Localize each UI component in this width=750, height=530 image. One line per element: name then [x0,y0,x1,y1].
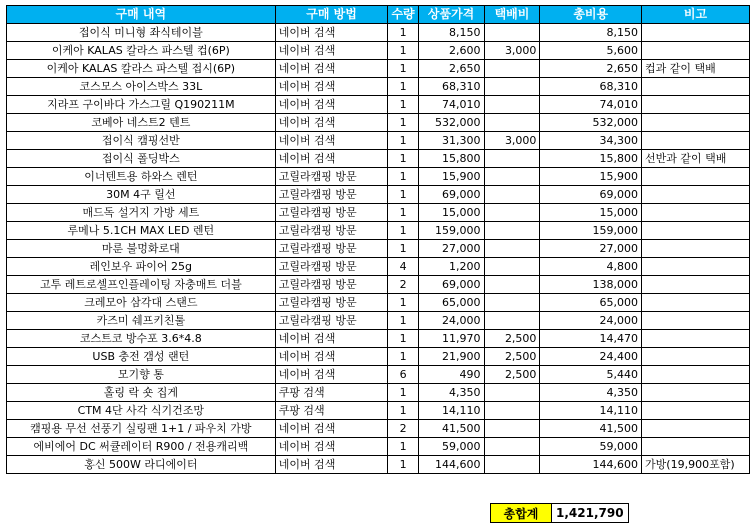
cell-method[interactable]: 네이버 검색 [275,78,388,96]
cell-price[interactable]: 2,650 [418,60,484,78]
cell-total[interactable]: 24,400 [540,348,642,366]
cell-total[interactable]: 14,110 [540,402,642,420]
cell-total[interactable]: 74,010 [540,96,642,114]
cell-item[interactable]: 홍신 500W 라디에이터 [7,456,276,474]
cell-total[interactable]: 15,800 [540,150,642,168]
cell-item[interactable]: 고투 레트로셀프인플레이팅 자충매트 더블 [7,276,276,294]
cell-method[interactable]: 고릴라캠핑 방문 [275,294,388,312]
cell-method[interactable]: 고릴라캠핑 방문 [275,168,388,186]
cell-price[interactable]: 31,300 [418,132,484,150]
table-row [7,96,750,114]
cell-qty[interactable]: 1 [388,384,418,402]
cell-shipping[interactable] [484,402,540,420]
cell-total[interactable]: 4,800 [540,258,642,276]
header-total[interactable]: 총비용 [540,6,642,24]
cell-total[interactable]: 5,600 [540,42,642,60]
cell-total[interactable]: 59,000 [540,438,642,456]
table-row [7,420,750,438]
cell-method[interactable]: 네이버 검색 [275,24,388,42]
cell-method[interactable]: 네이버 검색 [275,348,388,366]
cell-note[interactable] [642,42,750,60]
cell-method[interactable]: 네이버 검색 [275,420,388,438]
cell-price[interactable]: 11,970 [418,330,484,348]
cell-shipping[interactable]: 2,500 [484,330,540,348]
header-item[interactable]: 구매 내역 [7,6,276,24]
cell-total[interactable]: 138,000 [540,276,642,294]
cell-qty[interactable]: 1 [388,456,418,474]
cell-shipping[interactable]: 2,500 [484,366,540,384]
cell-qty[interactable]: 1 [388,78,418,96]
header-method[interactable]: 구매 방법 [275,6,388,24]
cell-qty[interactable]: 2 [388,276,418,294]
cell-total[interactable]: 14,470 [540,330,642,348]
table-row [7,348,750,366]
cell-total[interactable]: 34,300 [540,132,642,150]
cell-total[interactable]: 532,000 [540,114,642,132]
table-row [7,24,750,42]
cell-item[interactable]: 코베아 네스트2 텐트 [7,114,276,132]
cell-note[interactable] [642,186,750,204]
table-row [7,384,750,402]
cell-note[interactable] [642,384,750,402]
cell-item[interactable]: 지라프 구이바다 가스그릴 Q190211M [7,96,276,114]
cell-shipping[interactable] [484,96,540,114]
cell-total[interactable]: 4,350 [540,384,642,402]
cell-qty[interactable]: 1 [388,60,418,78]
cell-method[interactable]: 쿠팡 검색 [275,384,388,402]
cell-shipping[interactable] [484,204,540,222]
cell-shipping[interactable] [484,150,540,168]
table-row [7,402,750,420]
grand-total-label[interactable]: 총합계 [491,504,552,523]
cell-item[interactable]: 카즈미 쉐프키친툴 [7,312,276,330]
cell-note[interactable] [642,276,750,294]
header-qty[interactable]: 수량 [388,6,418,24]
cell-qty[interactable]: 1 [388,330,418,348]
cell-method[interactable]: 네이버 검색 [275,96,388,114]
cell-qty[interactable]: 1 [388,240,418,258]
cell-method[interactable]: 네이버 검색 [275,438,388,456]
table-row [7,186,750,204]
cell-item[interactable]: 이너텐트용 하와스 렌턴 [7,168,276,186]
cell-price[interactable]: 68,310 [418,78,484,96]
cell-price[interactable]: 1,200 [418,258,484,276]
cell-qty[interactable]: 1 [388,96,418,114]
cell-method[interactable]: 쿠팡 검색 [275,402,388,420]
table-row [7,276,750,294]
cell-shipping[interactable] [484,240,540,258]
cell-note[interactable]: 선반과 같이 택배 [642,150,750,168]
cell-price[interactable]: 69,000 [418,186,484,204]
cell-qty[interactable]: 1 [388,222,418,240]
cell-method[interactable]: 네이버 검색 [275,114,388,132]
cell-qty[interactable]: 1 [388,204,418,222]
grand-total-box [490,503,629,523]
cell-note[interactable]: 컵과 같이 택배 [642,60,750,78]
cell-qty[interactable]: 6 [388,366,418,384]
table-row [7,42,750,60]
cell-item[interactable]: 마룬 불멍화로대 [7,240,276,258]
table-row [7,240,750,258]
cell-total[interactable]: 24,000 [540,312,642,330]
cell-item[interactable]: 에비에어 DC 써큘레이터 R900 / 전용캐리백 [7,438,276,456]
cell-total[interactable]: 65,000 [540,294,642,312]
cell-note[interactable] [642,402,750,420]
cell-note[interactable] [642,330,750,348]
cell-total[interactable]: 15,000 [540,204,642,222]
cell-method[interactable]: 네이버 검색 [275,366,388,384]
cell-qty[interactable]: 1 [388,402,418,420]
cell-shipping[interactable] [484,78,540,96]
header-note[interactable]: 비고 [642,6,750,24]
cell-method[interactable]: 네이버 검색 [275,150,388,168]
cell-note[interactable] [642,366,750,384]
cell-method[interactable]: 네이버 검색 [275,330,388,348]
cell-qty[interactable]: 4 [388,258,418,276]
cell-total[interactable]: 68,310 [540,78,642,96]
cell-price[interactable]: 144,600 [418,456,484,474]
cell-shipping[interactable] [484,420,540,438]
cell-total[interactable]: 27,000 [540,240,642,258]
cell-item[interactable]: USB 충전 갬성 랜턴 [7,348,276,366]
cell-item[interactable]: 30M 4구 릴선 [7,186,276,204]
cell-shipping[interactable] [484,294,540,312]
cell-qty[interactable]: 2 [388,420,418,438]
table-row [7,168,750,186]
cell-total[interactable]: 41,500 [540,420,642,438]
cell-method[interactable]: 고릴라캠핑 방문 [275,240,388,258]
cell-price[interactable]: 14,110 [418,402,484,420]
cell-shipping[interactable] [484,168,540,186]
cell-note[interactable] [642,258,750,276]
purchase-table [6,5,750,474]
cell-method[interactable]: 네이버 검색 [275,60,388,78]
cell-note[interactable] [642,420,750,438]
cell-total[interactable]: 5,440 [540,366,642,384]
cell-item[interactable]: 이케아 KALAS 칼라스 파스텔 접시(6P) [7,60,276,78]
cell-qty[interactable]: 1 [388,168,418,186]
cell-price[interactable]: 532,000 [418,114,484,132]
cell-item[interactable]: 매드독 설거지 가방 세트 [7,204,276,222]
table-row [7,114,750,132]
cell-price[interactable]: 8,150 [418,24,484,42]
grand-total-value[interactable]: 1,421,790 [552,504,629,523]
cell-qty[interactable]: 1 [388,132,418,150]
cell-shipping[interactable] [484,258,540,276]
cell-note[interactable] [642,24,750,42]
cell-price[interactable]: 41,500 [418,420,484,438]
cell-price[interactable]: 24,000 [418,312,484,330]
cell-shipping[interactable] [484,438,540,456]
cell-qty[interactable]: 1 [388,186,418,204]
table-row [7,78,750,96]
cell-item[interactable]: 루메나 5.1CH MAX LED 렌턴 [7,222,276,240]
table-row [7,312,750,330]
cell-price[interactable]: 65,000 [418,294,484,312]
cell-total[interactable]: 144,600 [540,456,642,474]
cell-qty[interactable]: 1 [388,114,418,132]
cell-note[interactable] [642,96,750,114]
cell-item[interactable]: 접이식 폴딩박스 [7,150,276,168]
cell-item[interactable]: 접이식 캠핑선반 [7,132,276,150]
cell-qty[interactable]: 1 [388,150,418,168]
cell-qty[interactable]: 1 [388,312,418,330]
cell-item[interactable]: 캠핑용 무선 선풍기 실링팬 1+1 / 파우치 가방 [7,420,276,438]
cell-qty[interactable]: 1 [388,42,418,60]
table-row [7,294,750,312]
cell-qty[interactable]: 1 [388,438,418,456]
table-row [7,204,750,222]
cell-shipping[interactable] [484,186,540,204]
cell-qty[interactable]: 1 [388,24,418,42]
table-row [7,258,750,276]
cell-shipping[interactable] [484,312,540,330]
cell-shipping[interactable] [484,114,540,132]
cell-price[interactable]: 27,000 [418,240,484,258]
cell-price[interactable]: 15,800 [418,150,484,168]
cell-method[interactable]: 네이버 검색 [275,132,388,150]
cell-price[interactable]: 21,900 [418,348,484,366]
cell-item[interactable]: 크레모아 삼각대 스탠드 [7,294,276,312]
cell-note[interactable] [642,240,750,258]
cell-price[interactable]: 74,010 [418,96,484,114]
cell-note[interactable] [642,294,750,312]
table-row [7,150,750,168]
cell-item[interactable]: 코스모스 아이스박스 33L [7,78,276,96]
cell-item[interactable]: 코스트코 방수포 3.6*4.8 [7,330,276,348]
table-row [7,366,750,384]
table-row [7,330,750,348]
cell-price[interactable]: 15,000 [418,204,484,222]
cell-method[interactable]: 네이버 검색 [275,456,388,474]
cell-note[interactable] [642,348,750,366]
cell-method[interactable]: 고릴라캠핑 방문 [275,186,388,204]
cell-price[interactable]: 159,000 [418,222,484,240]
cell-shipping[interactable] [484,60,540,78]
cell-total[interactable]: 8,150 [540,24,642,42]
cell-total[interactable]: 15,900 [540,168,642,186]
cell-shipping[interactable] [484,384,540,402]
cell-qty[interactable]: 1 [388,294,418,312]
cell-shipping[interactable]: 2,500 [484,348,540,366]
cell-shipping[interactable] [484,222,540,240]
cell-item[interactable]: 접이식 미니형 좌식테이블 [7,24,276,42]
cell-shipping[interactable]: 3,000 [484,42,540,60]
cell-note[interactable] [642,438,750,456]
cell-total[interactable]: 159,000 [540,222,642,240]
table-row [7,60,750,78]
cell-price[interactable]: 69,000 [418,276,484,294]
cell-note[interactable] [642,114,750,132]
cell-total[interactable]: 69,000 [540,186,642,204]
table-row [7,132,750,150]
cell-item[interactable]: 레인보우 파이어 25g [7,258,276,276]
cell-shipping[interactable]: 3,000 [484,132,540,150]
cell-note[interactable] [642,204,750,222]
cell-method[interactable]: 고릴라캠핑 방문 [275,222,388,240]
cell-shipping[interactable] [484,456,540,474]
table-row [7,456,750,474]
cell-price[interactable]: 2,600 [418,42,484,60]
cell-item[interactable]: 이케아 KALAS 칼라스 파스텔 컵(6P) [7,42,276,60]
cell-price[interactable]: 15,900 [418,168,484,186]
header-price[interactable]: 상품가격 [418,6,484,24]
cell-price[interactable]: 59,000 [418,438,484,456]
cell-note[interactable] [642,78,750,96]
cell-shipping[interactable] [484,24,540,42]
cell-note[interactable] [642,132,750,150]
header-shipping[interactable]: 택배비 [484,6,540,24]
cell-price[interactable]: 4,350 [418,384,484,402]
table-row [7,222,750,240]
cell-note[interactable] [642,222,750,240]
table-row [7,438,750,456]
cell-price[interactable]: 490 [418,366,484,384]
cell-note[interactable] [642,168,750,186]
cell-item[interactable]: 홀링 락 숏 집게 [7,384,276,402]
cell-qty[interactable]: 1 [388,348,418,366]
cell-note[interactable]: 가방(19,900포함) [642,456,750,474]
cell-item[interactable]: CTM 4단 사각 식기건조망 [7,402,276,420]
cell-method[interactable]: 고릴라캠핑 방문 [275,258,388,276]
cell-method[interactable]: 고릴라캠핑 방문 [275,204,388,222]
cell-item[interactable]: 모기향 통 [7,366,276,384]
cell-method[interactable]: 고릴라캠핑 방문 [275,276,388,294]
header-row [7,6,750,24]
cell-note[interactable] [642,312,750,330]
cell-method[interactable]: 네이버 검색 [275,42,388,60]
cell-total[interactable]: 2,650 [540,60,642,78]
cell-method[interactable]: 고릴라캠핑 방문 [275,312,388,330]
cell-shipping[interactable] [484,276,540,294]
